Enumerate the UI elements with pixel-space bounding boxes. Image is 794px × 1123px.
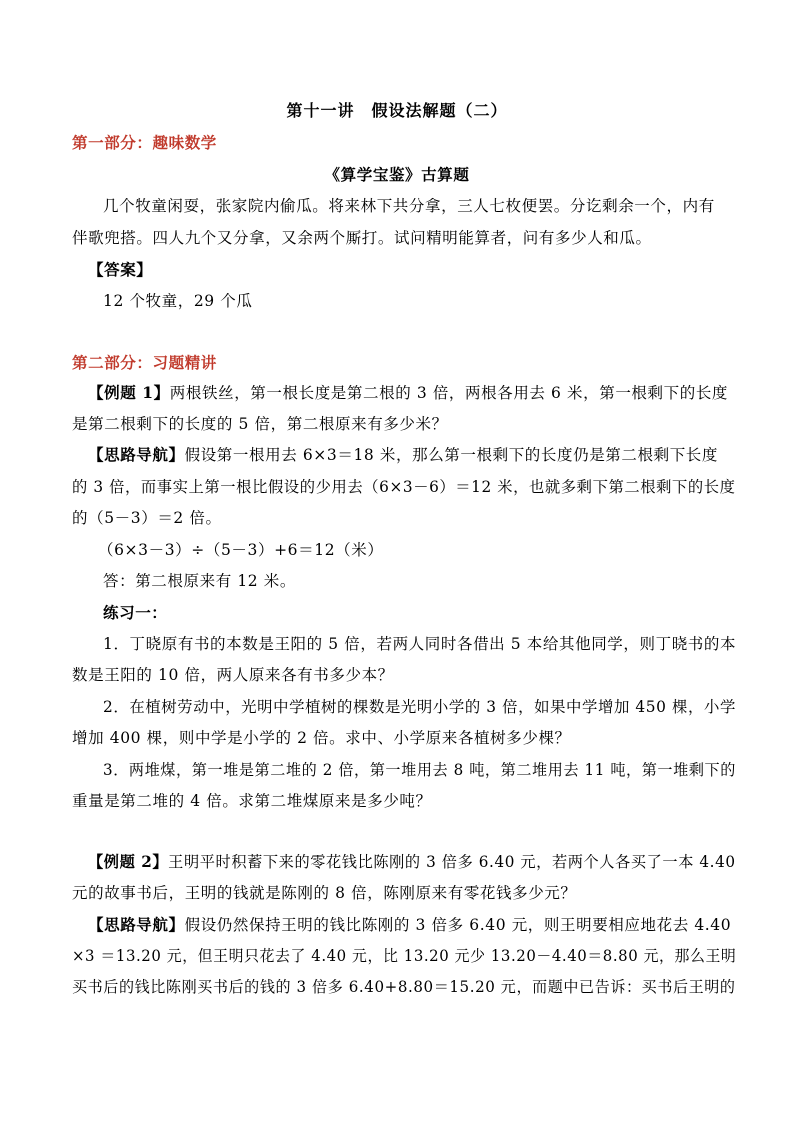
example1-text: 两根铁丝，第一根长度是第二根的 3 倍，两根各用去 6 米，第一根剩下的长度 <box>169 384 729 402</box>
answer-text: 12 个牧童，29 个瓜 <box>103 292 253 310</box>
example1-hint-line2: 的 3 倍，而事实上第一根比假设的少用去（6×3－6）＝12 米，也就多剩下第二根剩下的长度 <box>72 478 736 496</box>
example2-label: 【例题 2】 <box>88 852 169 871</box>
practice-q1-line1: 1．丁晓原有书的本数是王阳的 5 倍，若两人同时各借出 5 本给其他同学，则丁晓书的本 <box>103 635 737 653</box>
example1-line2: 是第二根剩下的长度的 5 倍，第二根原来有多少米？ <box>72 415 448 433</box>
part1-heading: 第一部分：趣味数学 <box>72 134 217 152</box>
example2-hint-line2: ×3 ＝13.20 元，但王明只花去了 4.40 元，比 13.20 元少 13.20－4.40＝8.80 元，那么王明 <box>72 947 737 965</box>
example2-hint-label: 【思路导航】 <box>88 915 185 934</box>
answer-label: 【答案】 <box>88 260 153 279</box>
example2-line1 <box>88 852 736 872</box>
example2-line2: 元的故事书后，王明的钱就是陈刚的 8 倍，陈刚原来有零花钱多少元？ <box>72 884 577 902</box>
example2-hint-line3: 买书后的钱比陈刚买书后的钱的 3 倍多 6.40+8.80＝15.20 元，而题中已告诉：买书后王明的 <box>72 978 736 996</box>
part1-subtitle: 《算学宝鉴》古算题 <box>324 165 470 184</box>
example2-hint-text: 假设仍然保持王明的钱比陈刚的 3 倍多 6.40 元，则王明要相应地花去 4.40 <box>184 916 732 934</box>
page-title: 第十一讲 假设法解题（二） <box>286 101 508 120</box>
example2-hint-line1 <box>88 915 731 935</box>
poem-line-1: 几个牧童闲耍，张家院内偷瓜。将来林下共分拿，三人七枚便罢。分讫剩余一个，内有 <box>103 197 715 215</box>
practice-label: 练习一： <box>103 603 168 622</box>
example1-hint-text: 假设第一根用去 6×3＝18 米，那么第一根剩下的长度仍是第二根剩下长度 <box>184 446 718 464</box>
poem-line-2: 伴歌兜搭。四人九个又分拿，又余两个厮打。试问精明能算者，问有多少人和瓜。 <box>72 229 652 247</box>
practice-q3-line1: 3．两堆煤，第一堆是第二堆的 2 倍，第一堆用去 8 吨，第二堆用去 11 吨，第一堆剩下的 <box>103 761 736 779</box>
example1-line1 <box>88 383 728 403</box>
example1-hint-line1 <box>88 445 718 465</box>
example2-text: 王明平时积蓄下来的零花钱比陈刚的 3 倍多 6.40 元，若两个人各买了一本 4.40 <box>168 853 736 871</box>
practice-q1-line2: 数是王阳的 10 倍，两人原来各有书多少本？ <box>72 666 394 684</box>
example1-formula: （6×3－3）÷（5－3）+6＝12（米） <box>98 541 384 559</box>
practice-q2-line2: 增加 400 棵，则中学是小学的 2 倍。求中、小学原来各植树多少棵？ <box>72 729 571 747</box>
example1-answer: 答：第二根原来有 12 米。 <box>103 572 296 590</box>
practice-q3-line2: 重量是第二堆的 4 倍。求第二堆煤原来是多少吨？ <box>72 792 432 810</box>
example1-hint-line3: 的（5－3）＝2 倍。 <box>72 509 222 527</box>
practice-q2-line1: 2．在植树劳动中，光明中学植树的棵数是光明小学的 3 倍，如果中学增加 450 棵，小学 <box>103 698 736 716</box>
example1-label: 【例题 1】 <box>88 383 170 402</box>
example1-hint-label: 【思路导航】 <box>88 445 185 464</box>
part2-heading: 第二部分：习题精讲 <box>72 354 217 372</box>
